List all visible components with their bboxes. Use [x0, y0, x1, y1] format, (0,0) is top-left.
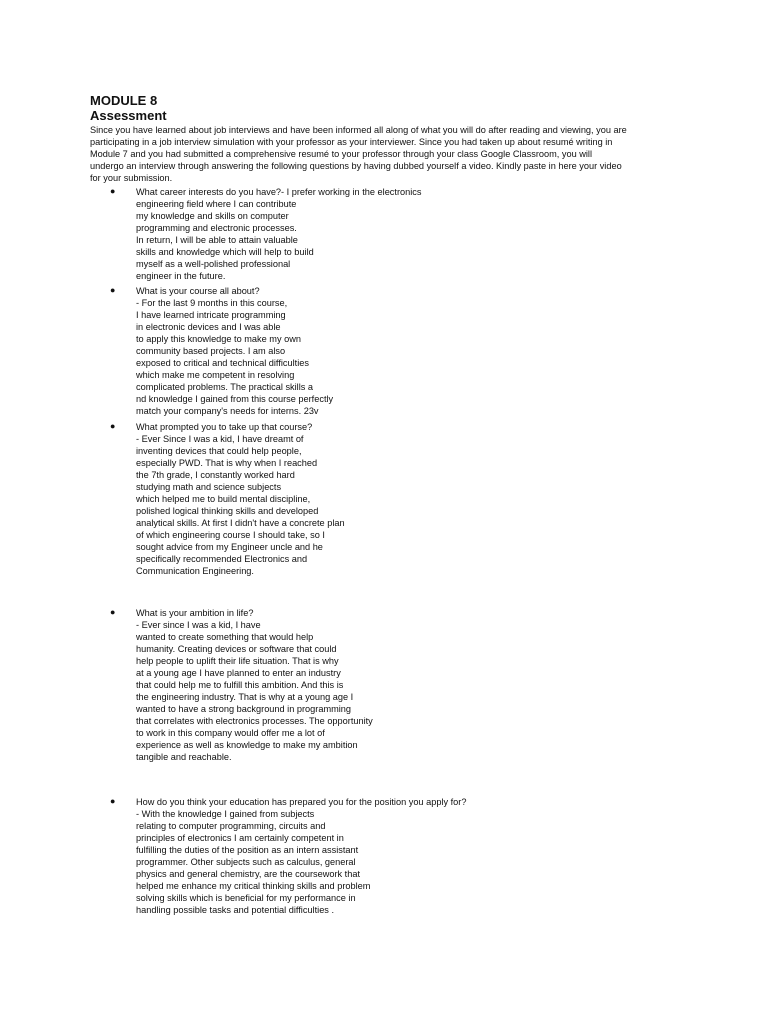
text-line: which make me competent in resolving: [136, 370, 295, 380]
text-line: analytical skills. At first I didn't have a concrete plan: [136, 518, 345, 528]
bullet-icon: ●: [110, 796, 116, 806]
text-line: polished logical thinking skills and developed: [136, 506, 319, 516]
text-line: programmer. Other subjects such as calculus, general: [136, 857, 356, 867]
section-title: Assessment: [90, 108, 167, 123]
question-answer: [136, 796, 466, 916]
text-line: specifically recommended Electronics and: [136, 554, 308, 564]
text-line: tangible and reachable.: [136, 752, 232, 762]
text-line: nd knowledge I gained from this course perfectly: [136, 394, 334, 404]
question-answer: [136, 285, 333, 417]
text-line: that correlates with electronics processes. The opportunity: [136, 716, 373, 726]
text-line: skills and knowledge which will help to build: [136, 247, 314, 257]
text-line: In return, I will be able to attain valuable: [136, 235, 298, 245]
text-line: complicated problems. The practical skills a: [136, 382, 314, 392]
text-line: solving skills which is beneficial for my performance in: [136, 893, 356, 903]
text-line: match your company's needs for interns. 23v: [136, 406, 319, 416]
text-line: handling possible tasks and potential difficulties .: [136, 905, 334, 915]
bullet-icon: ●: [110, 186, 116, 196]
text-line: exposed to critical and technical difficulties: [136, 358, 309, 368]
intro-line: Module 7 and you had submitted a comprehensive resumé to your professor through your class Google Classroom, you will: [90, 149, 592, 160]
question-answer: [136, 607, 373, 763]
text-line: to apply this knowledge to make my own: [136, 334, 301, 344]
text-line: my knowledge and skills on computer: [136, 211, 289, 221]
intro-line: for your submission.: [90, 173, 173, 184]
text-line: experience as well as knowledge to make my ambition: [136, 740, 358, 750]
text-line: to work in this company would offer me a lot of: [136, 728, 325, 738]
text-line: What career interests do you have?- I prefer working in the electronics: [136, 187, 422, 197]
text-line: the 7th grade, I constantly worked hard: [136, 470, 295, 480]
text-line: that could help me to fulfill this ambition. And this is: [136, 680, 344, 690]
text-line: principles of electronics I am certainly competent in: [136, 833, 344, 843]
text-line: physics and general chemistry, are the coursework that: [136, 869, 361, 879]
text-line: - Ever Since I was a kid, I have dreamt of: [136, 434, 304, 444]
text-line: studying math and science subjects: [136, 482, 282, 492]
text-line: I have learned intricate programming: [136, 310, 286, 320]
intro-line: undergo an interview through answering the following questions by having dubbed yourself a video. Kindly paste in here your video: [90, 161, 622, 172]
module-title: MODULE 8: [90, 93, 158, 108]
intro-paragraph: [90, 124, 690, 184]
text-line: Communication Engineering.: [136, 566, 254, 576]
text-line: helped me enhance my critical thinking skills and problem: [136, 881, 371, 891]
text-line: engineer in the future.: [136, 271, 226, 281]
bullet-icon: ●: [110, 421, 116, 431]
question-answer: [136, 421, 345, 577]
text-line: sought advice from my Engineer uncle and he: [136, 542, 323, 552]
text-line: the engineering industry. That is why at a young age I: [136, 692, 354, 702]
text-line: of which engineering course I should take, so I: [136, 530, 325, 540]
text-line: which helped me to build mental discipline,: [136, 494, 311, 504]
intro-line: participating in a job interview simulation with your professor as your interviewer. Since you had taken up about resumé writing in: [90, 137, 613, 148]
text-line: myself as a well-polished professional: [136, 259, 291, 269]
text-line: in electronic devices and I was able: [136, 322, 281, 332]
text-line: especially PWD. That is why when I reached: [136, 458, 318, 468]
text-line: programming and electronic processes.: [136, 223, 297, 233]
text-line: What is your course all about?: [136, 286, 260, 296]
text-line: engineering field where I can contribute: [136, 199, 297, 209]
text-line: wanted to create something that would help: [136, 632, 314, 642]
text-line: How do you think your education has prepared you for the position you apply for?: [136, 797, 467, 807]
text-line: - With the knowledge I gained from subjects: [136, 809, 315, 819]
text-line: help people to uplift their life situation. That is why: [136, 656, 339, 666]
question-answer: [136, 186, 421, 282]
text-line: What is your ambition in life?: [136, 608, 254, 618]
bullet-icon: ●: [110, 285, 116, 295]
text-line: What prompted you to take up that course?: [136, 422, 313, 432]
text-line: relating to computer programming, circuits and: [136, 821, 326, 831]
text-line: fulfilling the duties of the position as an intern assistant: [136, 845, 359, 855]
intro-line: Since you have learned about job interviews and have been informed all along of what you will do after reading and viewing, you are: [90, 125, 627, 135]
text-line: community based projects. I am also: [136, 346, 286, 356]
text-line: inventing devices that could help people,: [136, 446, 302, 456]
bullet-icon: ●: [110, 607, 116, 617]
text-line: wanted to have a strong background in programming: [136, 704, 352, 714]
text-line: at a young age I have planned to enter an industry: [136, 668, 341, 678]
text-line: - Ever since I was a kid, I have: [136, 620, 261, 630]
text-line: humanity. Creating devices or software that could: [136, 644, 337, 654]
text-line: - For the last 9 months in this course,: [136, 298, 288, 308]
